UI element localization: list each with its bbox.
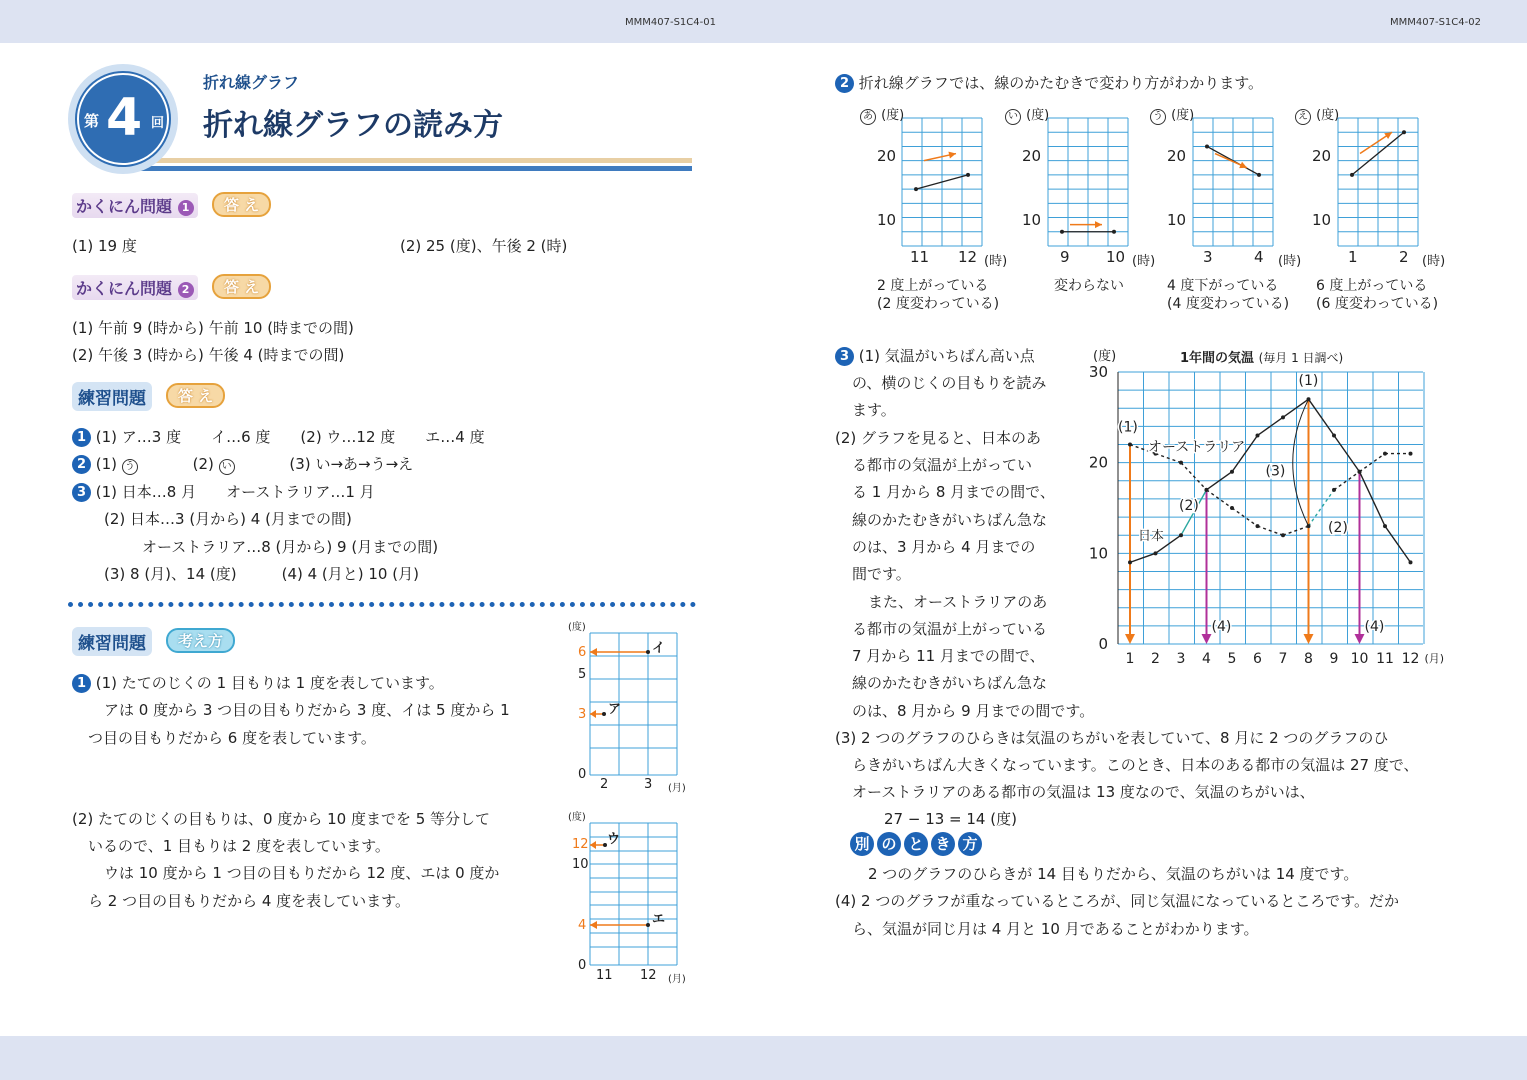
renshu-think-label: 練習問題: [72, 627, 152, 656]
temperature-line-chart: [1088, 360, 1445, 680]
chapter-subtitle: 折れ線グラフ: [203, 73, 300, 92]
q3-p4a: (4) 2 つのグラフが重なっているところが、同じ気温になっているところです。だか: [835, 892, 1399, 910]
sg3-x1: 1: [1348, 248, 1358, 266]
sg0-y10: 10: [877, 211, 897, 229]
series-australia-segment: [1181, 463, 1207, 490]
mini2-xunit: (月): [668, 974, 686, 985]
series-australia-point: [1256, 524, 1260, 528]
series-australia-point: [1383, 452, 1387, 456]
series-australia-point: [1205, 488, 1209, 492]
y-tick-label: 0: [1098, 635, 1108, 653]
y-tick-label: 10: [1088, 544, 1108, 563]
mini1-xunit: (月): [668, 783, 686, 794]
slope-point: [914, 187, 918, 191]
kakunin1-answer-1: (1) 19 度: [72, 237, 137, 255]
renshu-answer-row-1: 1 (1) ア…3 度 イ…6 度 (2) ウ…12 度 エ…4 度: [72, 426, 485, 447]
q3-p2e: のは、3 月から 4 月までの: [852, 538, 1036, 556]
mini2-y4: 4: [578, 918, 587, 933]
sg3-x2: 2: [1399, 248, 1409, 266]
kakunin1-label: かくにん問題 1: [72, 193, 198, 218]
think-1-line-a: 1 (1) たてのじくの 1 目もりは 1 度を表しています。: [72, 672, 444, 693]
sg0-caption-1: 2 度上がっている: [877, 278, 989, 294]
x-tick-label: 12: [1401, 651, 1420, 667]
q3-p1b: の、横のじくの目もりを読み: [852, 374, 1047, 392]
think-2-line-c: ウは 10 度から 1 つ目の目もりだから 12 度、エは 0 度か: [104, 864, 500, 882]
x-tick-label: 10: [1350, 651, 1369, 667]
mini1-x1: 2: [600, 777, 609, 792]
think-2-line-a: (2) たてのじくの目もりは、0 度から 10 度までを 5 等分して: [72, 810, 491, 828]
q2-heading: 2 折れ線グラフでは、線のかたむきで変わり方がわかります。: [835, 72, 1263, 93]
slope-arrowhead: [948, 152, 956, 159]
sg2-xu: (時): [1278, 254, 1302, 269]
renshu-answer-row-2: 2 (1) う (2) い (3) い→あ→う→え: [72, 453, 413, 475]
slope-graph-a-mark: あ (度): [860, 104, 904, 125]
slope-graph-u-mark: う (度): [1150, 104, 1194, 125]
slope-point: [1060, 230, 1064, 234]
sg3-caption-2: (6 度変わっている): [1316, 296, 1439, 312]
bottom-band: [0, 1036, 1527, 1080]
series-japan-point: [1230, 470, 1234, 474]
q3-p2g: また、オーストラリアのあ: [868, 593, 1048, 611]
annotation-4-april: (4): [1211, 618, 1232, 635]
series-japan-segment: [1385, 526, 1411, 562]
series-australia-point: [1230, 506, 1234, 510]
slope-point: [1257, 173, 1261, 177]
series-australia-segment: [1258, 526, 1284, 535]
series-australia-point: [1332, 488, 1336, 492]
annotation-1-australia: (1): [1118, 419, 1138, 436]
series-australia-segment: [1283, 526, 1309, 535]
sg2-y20: 20: [1167, 147, 1187, 165]
slope-point: [966, 173, 970, 177]
q3-p2d: 線のかたむきがいちばん急な: [852, 511, 1048, 529]
sg1-y20: 20: [1022, 147, 1042, 165]
sg0-caption-2: (2 度変わっている): [877, 296, 1000, 312]
q3-p4b: ら、気温が同じ月は 4 月と 10 月であることがわかります。: [852, 920, 1259, 938]
reading-arrowhead: [1125, 634, 1135, 644]
page-code-right: MMM407-S1C4-02: [1390, 17, 1481, 28]
slope-graph-e-mark: え (度): [1295, 104, 1339, 125]
x-tick-label: 4: [1202, 651, 1211, 667]
x-tick-label: 7: [1278, 651, 1288, 667]
annotation-2-japan: (2): [1179, 498, 1199, 514]
q3-p2h: る都市の気温が上がっている: [852, 620, 1048, 638]
sg1-x1: 9: [1060, 248, 1070, 266]
series-japan-segment: [1334, 435, 1360, 471]
reading-arrowhead: [1355, 634, 1365, 644]
sg3-y10: 10: [1312, 211, 1332, 229]
mini1-y3: 3: [578, 707, 587, 722]
slope-graph-i-mark: い (度): [1005, 104, 1049, 125]
page-code-left: MMM407-S1C4-01: [625, 17, 716, 28]
series-japan-point: [1383, 524, 1387, 528]
q3-p2i: 7 月から 11 月までの間で、: [852, 647, 1045, 665]
series-japan-point: [1409, 560, 1413, 564]
renshu-answer-row-3b: (2) 日本…3 (月から) 4 (月までの間): [104, 510, 352, 528]
slope-graphs: [860, 100, 1480, 270]
slope-point: [1350, 173, 1354, 177]
sg3-xu: (時): [1422, 254, 1446, 269]
kakunin2-answer-2: (2) 午後 3 (時から) 午後 4 (時までの間): [72, 346, 345, 364]
mini2-unit: (度): [568, 812, 586, 823]
x-tick-label: 1: [1125, 651, 1135, 667]
sg2-y10: 10: [1167, 211, 1187, 229]
x-tick-label: 2: [1151, 651, 1160, 667]
y-tick-label: 30: [1088, 363, 1108, 381]
x-tick-label: 11: [1376, 651, 1394, 667]
badge-kanji-top: 第: [84, 112, 100, 130]
q3-p3a: (3) 2 つのグラフのひらきは気温のちがいを表していて、8 月に 2 つのグラフのひ: [835, 729, 1389, 747]
chart-title: 1年間の気温 (毎月 1 日調べ): [1180, 351, 1344, 366]
top-band: [0, 0, 1527, 43]
series-japan-point: [1281, 415, 1285, 419]
q3-p2j: 線のかたむきがいちばん急な: [852, 674, 1048, 692]
series-japan-point: [1154, 551, 1158, 555]
series-label-australia: オーストラリア: [1148, 439, 1246, 456]
mini1-point-a: ア: [608, 702, 622, 717]
think-1-line-b: アは 0 度から 3 つ目の目もりだから 3 度、イは 5 度から 1: [104, 701, 510, 719]
series-japan-segment: [1309, 399, 1335, 435]
x-tick-label: 9: [1329, 651, 1339, 667]
reading-arrowhead: [1202, 634, 1212, 644]
sg0-y20: 20: [877, 147, 897, 165]
sg3-y20: 20: [1312, 147, 1332, 165]
series-australia-point: [1281, 533, 1285, 537]
y-tick-label: 20: [1088, 453, 1108, 472]
renshu-answer-row-3d: (3) 8 (月)、14 (度) (4) 4 (月と) 10 (月): [104, 565, 419, 583]
series-label-japan: 日本: [1138, 529, 1165, 545]
mini2-y10: 10: [572, 857, 589, 872]
series-australia-point: [1358, 470, 1362, 474]
sg1-xu: (時): [1132, 254, 1156, 269]
kakunin1-answer-badge: 答 え: [212, 192, 271, 217]
q3-p2c: る 1 月から 8 月までの間で、: [852, 483, 1055, 501]
q3-p3c: オーストラリアのある都市の気温は 13 度なので、気温のちがいは、: [852, 783, 1315, 801]
slope-point: [1112, 230, 1116, 234]
think-1-line-c: つ目の目もりだから 6 度を表しています。: [88, 729, 376, 747]
annotation-1-japan: (1): [1298, 373, 1319, 390]
series-japan-point: [1332, 433, 1336, 437]
mini2-y0: 0: [578, 958, 587, 973]
annotation-4-october: (4): [1364, 618, 1385, 635]
slope-arrowhead: [1384, 132, 1392, 139]
mini2-point-u: ウ: [607, 832, 621, 847]
kakunin1-answer-2: (2) 25 (度)、午後 2 (時): [400, 237, 568, 255]
q3-p1a: 3 (1) 気温がいちばん高い点: [835, 345, 1035, 366]
mini2-x1: 11: [596, 968, 613, 983]
betsu-no-tokikata-badge: 別 の と き 方: [850, 832, 982, 856]
sg2-x2: 4: [1254, 248, 1264, 266]
think-2-line-d: ら 2 つ目の目もりだから 4 度を表しています。: [88, 892, 410, 910]
mini1-y6: 6: [578, 645, 587, 660]
q3-p2a: (2) グラフを見ると、日本のあ: [835, 429, 1042, 447]
renshu-answer-badge: 答 え: [166, 383, 225, 408]
sg1-caption-1: 変わらない: [1054, 278, 1124, 294]
mini2-x2: 12: [640, 968, 657, 983]
mini1-point-i: イ: [652, 641, 666, 656]
sg0-x1: 11: [910, 248, 930, 266]
renshu-answer-row-3c: オーストラリア…8 (月から) 9 (月までの間): [142, 538, 439, 556]
renshu-think-badge: 考え方: [166, 628, 235, 653]
slope-point: [1402, 130, 1406, 134]
sg0-xu: (時): [984, 254, 1008, 269]
badge-kanji-bottom: 回: [151, 116, 165, 131]
x-tick-label: 6: [1253, 651, 1262, 667]
chart-ylabel: (度): [1093, 349, 1117, 364]
series-japan-segment: [1130, 553, 1156, 562]
mini2-y12: 12: [572, 837, 589, 852]
sg0-x2: 12: [958, 248, 978, 266]
reading-arrowhead: [1304, 634, 1314, 644]
sg2-x1: 3: [1203, 248, 1213, 266]
slope-arrowhead: [1095, 221, 1102, 228]
q3-p2f: 間です。: [852, 565, 911, 583]
kakunin2-answer-1: (1) 午前 9 (時から) 午前 10 (時までの間): [72, 319, 354, 337]
q3-p1c: ます。: [852, 401, 896, 419]
q3-p3e: 2 つのグラフのひらきが 14 目もりだから、気温のちがいは 14 度です。: [868, 865, 1359, 883]
x-tick-label: 3: [1176, 651, 1186, 667]
mini1-unit: (度): [568, 622, 586, 633]
think-2-line-b: いるので、1 目もりは 2 度を表しています。: [88, 837, 390, 855]
dotted-divider: [68, 602, 696, 607]
q3-p2b: る都市の気温が上がってい: [852, 456, 1033, 474]
slope-point: [1205, 144, 1209, 148]
kakunin2-answer-badge: 答 え: [212, 274, 271, 299]
x-tick-label: 8: [1304, 651, 1313, 667]
series-australia-point: [1409, 452, 1413, 456]
series-japan-point: [1256, 433, 1260, 437]
sg2-caption-1: 4 度下がっている: [1167, 278, 1279, 294]
q3-p3b: らきがいちばん大きくなっています。このとき、日本のある都市の気温は 27 度で、: [852, 756, 1419, 774]
q3-p3d: 27 − 13 = 14 (度): [884, 810, 1017, 828]
series-australia-point: [1128, 443, 1132, 447]
annotation-2-australia: (2): [1328, 520, 1348, 537]
series-australia-point: [1179, 461, 1183, 465]
q3-p2k: のは、8 月から 9 月までの間です。: [852, 702, 1095, 720]
sg2-caption-2: (4 度変わっている): [1167, 296, 1290, 312]
page-title: 折れ線グラフの読み方: [203, 108, 503, 143]
series-japan-point: [1179, 533, 1183, 537]
annotation-3: (3): [1265, 463, 1286, 480]
series-japan-point: [1128, 560, 1132, 564]
badge-number: 4: [106, 88, 143, 148]
mini1-y5: 5: [578, 667, 587, 682]
mini1-y0: 0: [578, 767, 587, 782]
sg3-caption-1: 6 度上がっている: [1316, 278, 1428, 294]
mini1-x2: 3: [644, 777, 653, 792]
sg1-y10: 10: [1022, 211, 1042, 229]
renshu-answer-label: 練習問題: [72, 382, 152, 411]
renshu-answer-row-3: 3 (1) 日本…8 月 オーストラリア…1 月: [72, 481, 375, 502]
kakunin2-label: かくにん問題 2: [72, 275, 198, 300]
x-axis-unit: (月): [1424, 652, 1445, 665]
sg1-x2: 10: [1106, 248, 1126, 266]
mini2-point-e: エ: [652, 912, 666, 927]
x-tick-label: 5: [1227, 651, 1237, 667]
